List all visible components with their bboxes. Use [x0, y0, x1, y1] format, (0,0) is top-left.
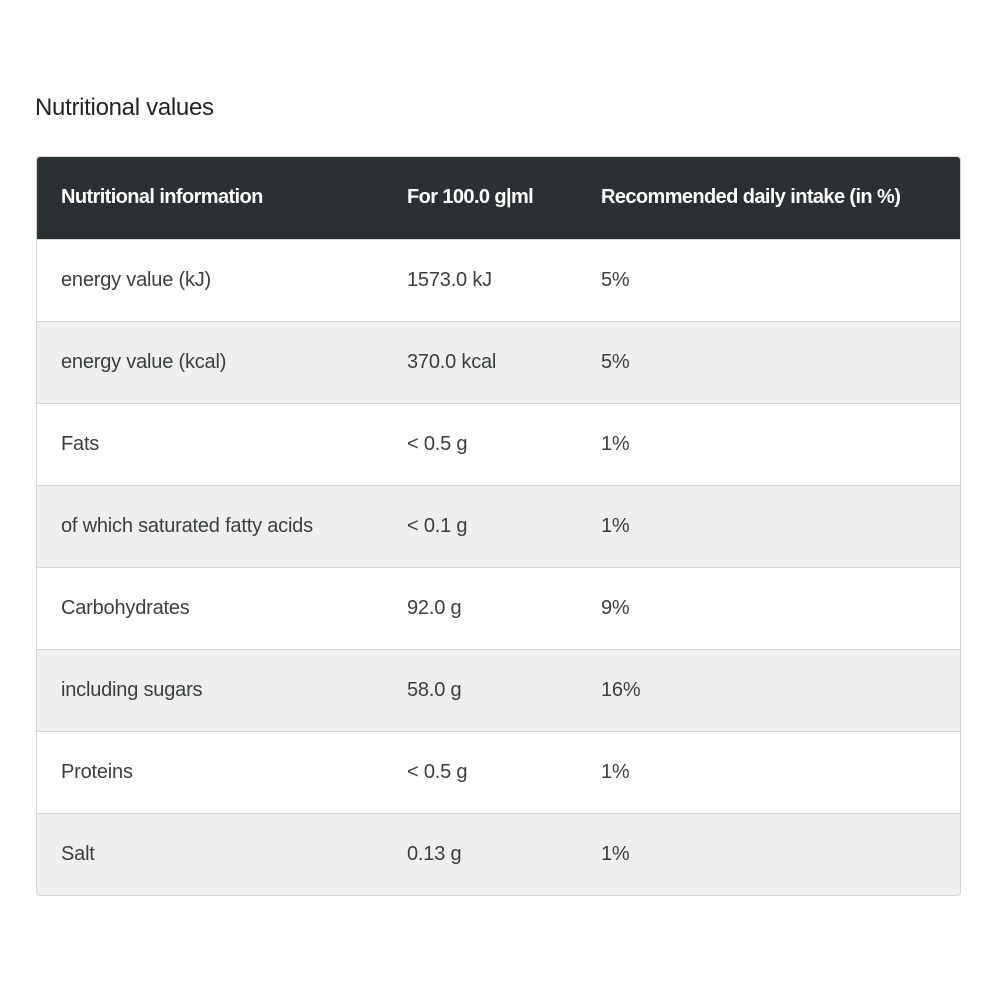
- nutrient-name: of which saturated fatty acids: [61, 514, 313, 537]
- nutrient-name: Proteins: [61, 760, 133, 783]
- nutrient-name: energy value (kcal): [61, 350, 227, 373]
- nutrient-name: Salt: [61, 842, 95, 865]
- header-daily-intake: Recommended daily intake (in %): [601, 186, 901, 209]
- nutrient-daily-percent: 1%: [601, 432, 630, 455]
- nutrient-amount: < 0.5 g: [407, 760, 468, 783]
- nutrient-name: Fats: [61, 432, 100, 455]
- nutrient-daily-percent: 5%: [601, 268, 630, 291]
- nutrient-amount: 370.0 kcal: [407, 350, 497, 373]
- nutrient-daily-percent: 5%: [601, 350, 630, 373]
- nutrition-table-container: [36, 156, 961, 896]
- table-body: [37, 239, 960, 895]
- nutrient-daily-percent: 1%: [601, 514, 630, 537]
- nutrient-name: Carbohydrates: [61, 596, 190, 619]
- table-row: [37, 567, 960, 649]
- nutrient-daily-percent: 1%: [601, 760, 630, 783]
- header-per-100: For 100.0 g|ml: [407, 186, 534, 209]
- table-row: [37, 321, 960, 403]
- table-row: [37, 239, 960, 321]
- header-nutritional-information: Nutritional information: [61, 186, 263, 209]
- nutrition-table: [37, 157, 960, 895]
- table-row: [37, 813, 960, 895]
- nutrient-amount: < 0.1 g: [407, 514, 468, 537]
- nutrient-amount: < 0.5 g: [407, 432, 468, 455]
- header-row: [37, 157, 960, 239]
- table-row: [37, 485, 960, 567]
- table-header: [37, 157, 960, 239]
- nutrient-amount: 58.0 g: [407, 678, 462, 701]
- nutrient-name: including sugars: [61, 678, 203, 701]
- nutrient-daily-percent: 1%: [601, 842, 630, 865]
- table-row: [37, 649, 960, 731]
- nutrient-daily-percent: 16%: [601, 678, 641, 701]
- nutrient-amount: 1573.0 kJ: [407, 268, 492, 291]
- nutrient-name: energy value (kJ): [61, 268, 211, 291]
- nutrient-daily-percent: 9%: [601, 596, 630, 619]
- section-title: Nutritional values: [35, 94, 214, 121]
- table-row: [37, 731, 960, 813]
- nutrient-amount: 92.0 g: [407, 596, 462, 619]
- table-row: [37, 403, 960, 485]
- nutrient-amount: 0.13 g: [407, 842, 462, 865]
